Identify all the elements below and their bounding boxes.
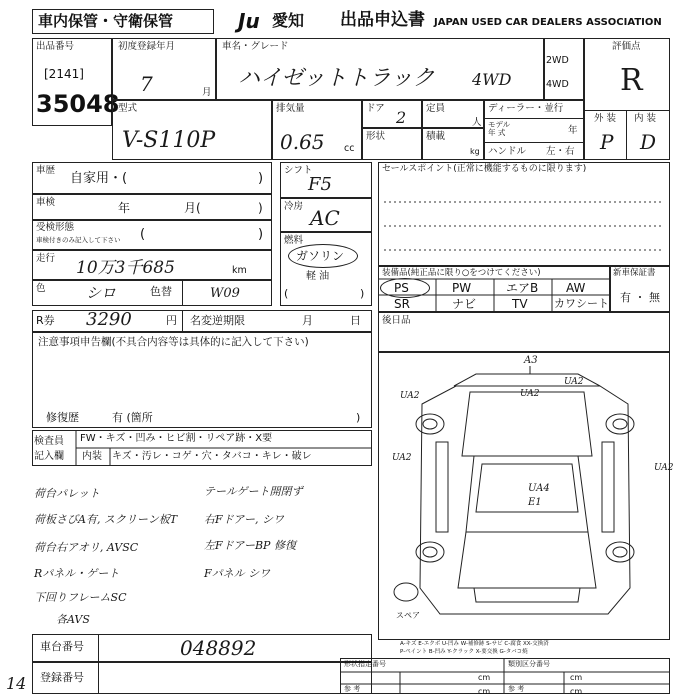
form-field-3: 参 考 <box>344 685 361 693</box>
unit-cm-4: cm <box>570 687 583 696</box>
note-3: 荷板さびA有, スクリーン板T <box>34 513 178 526</box>
form-title: 出品申込書 <box>340 10 425 30</box>
inspector-row2-label: 内装 <box>82 451 102 462</box>
capacity-label: 定員 <box>426 103 446 114</box>
fuel-value: ガソリン <box>296 249 345 263</box>
car-name-value: ハイゼットトラック <box>238 66 435 91</box>
equipment-navi: ナビ <box>452 297 477 311</box>
warranty-label: 新車保証書 <box>613 268 656 278</box>
inspection-close: ) <box>258 201 263 215</box>
equipment-sr: SR <box>394 297 410 311</box>
history-label: 車歴 <box>36 165 56 176</box>
drive-2wd: 2WD <box>546 55 569 66</box>
load-label: 積載 <box>426 131 446 142</box>
handle-options: 左・右 <box>546 146 575 157</box>
equipment-seat: カワシート <box>554 297 609 310</box>
mileage-unit: km <box>232 265 247 276</box>
repair-value: 有 (箇所 <box>112 411 153 424</box>
repair-label: 修復歴 <box>46 411 79 424</box>
note-5: 荷台右アオリ, AVSC <box>34 541 139 554</box>
unit-cm-3: cm <box>478 687 491 696</box>
legend-line-1: A-キズ E-エクボ U-凹み W-補修跡 S-サビ C-腐食 XX-交換済 <box>400 641 549 647</box>
mileage-label: 走行 <box>36 253 56 264</box>
recycle-divider <box>182 310 183 332</box>
form-field-2: 類別区分番号 <box>508 660 550 668</box>
color-code-value: W09 <box>210 286 240 301</box>
mark-center: UA4 E1 <box>528 483 550 508</box>
inspector-label: 検査員 記入欄 <box>34 436 64 462</box>
color-label: 色 <box>36 283 46 294</box>
dealer-line-2 <box>484 142 584 143</box>
doors-value: 2 <box>396 108 407 127</box>
equipment-pw: PW <box>452 281 472 295</box>
brand-region: 愛知 <box>272 11 305 30</box>
doors-label: ドア <box>366 103 385 114</box>
form-field-4: 参 考 <box>508 685 525 693</box>
lot-number: 35048 <box>36 90 120 118</box>
drive-box <box>544 38 584 100</box>
chassis-label: 車台番号 <box>40 640 84 653</box>
mark-right-top: UA2 <box>564 377 584 387</box>
note-7: Rパネル・ゲート <box>34 567 120 580</box>
dealer-label: ディーラー・並行 <box>488 103 564 114</box>
unit-cm-1: cm <box>478 673 491 682</box>
handle-label: ハンドル <box>488 146 527 157</box>
registration-divider <box>98 662 99 694</box>
storage-title: 車内保管・守衛保管 <box>38 12 174 30</box>
note-10: 各AVS <box>56 613 90 626</box>
car-drive-value: 4WD <box>472 70 512 89</box>
load-unit: kg <box>470 147 480 156</box>
note-2: テールゲート開閉ず <box>204 485 303 498</box>
recycle-unit: 円 <box>166 314 177 327</box>
sales-point-dotted-lines <box>378 162 670 266</box>
inspector-row2: キズ・汚レ・コゲ・穴・タバコ・キレ・破レ <box>112 451 312 462</box>
exterior-label: 外 装 <box>594 113 617 124</box>
dealer-line-1 <box>484 118 584 119</box>
fuel-label: 燃料 <box>284 235 304 246</box>
interior-label: 内 装 <box>634 113 657 124</box>
inspection-label: 車検 <box>36 197 56 208</box>
recycle-value: 3290 <box>86 309 132 330</box>
model-label: 型式 <box>118 103 138 114</box>
interior-value: D <box>640 130 657 154</box>
note-4: 右Fドアー, シワ <box>204 513 284 526</box>
inspection-box <box>32 194 272 220</box>
mileage-value: 10万3千685 <box>76 258 175 278</box>
history-close: ) <box>258 171 264 186</box>
mark-left: UA2 <box>400 391 420 401</box>
note-6: 左FドアーBP 修復 <box>204 539 296 552</box>
equipment-aw: AW <box>566 281 586 295</box>
warranty-options: 有 ・ 無 <box>620 291 660 304</box>
exterior-value: P <box>600 130 614 154</box>
aircon-value: AC <box>310 206 340 230</box>
rear-seat-box <box>378 312 670 352</box>
sales-point-label: セールスポイント(正常に機能するものに限ります) <box>382 164 587 174</box>
rating-label: 評価点 <box>612 41 641 52</box>
acceptance-open: ( <box>140 227 146 242</box>
association-name: JAPAN USED CAR DEALERS ASSOCIATION <box>434 17 662 28</box>
fuel-extra: 軽 油 <box>306 271 330 282</box>
period-label: 名変逆期限 <box>190 314 245 327</box>
mark-right-mid: UA2 <box>654 463 674 473</box>
fuel-paren-right: ) <box>360 287 365 300</box>
displacement-value: 0.65 <box>280 130 325 154</box>
acceptance-label: 受検形態 <box>36 222 75 233</box>
color-code-line <box>182 280 183 306</box>
acceptance-close: ) <box>258 227 264 242</box>
note-1: 荷台パレット <box>34 487 100 500</box>
fuel-paren-left: ( <box>284 287 289 300</box>
rating-divider <box>584 110 670 111</box>
legend-line-2: P-ペイント B-凹み Y-クラック X-要交換 G-タバコ焼 <box>400 649 528 655</box>
color-code-label: 色替 <box>150 285 172 298</box>
drive-4wd: 4WD <box>546 79 569 90</box>
repair-close: ) <box>356 411 361 424</box>
corner-mark: 14 <box>6 674 27 693</box>
registration-label: 登録番号 <box>40 671 84 684</box>
aircon-label: 冷房 <box>284 201 304 212</box>
lot-sub-number: [2141] <box>44 67 84 81</box>
mark-right-side: UA2 <box>392 453 412 463</box>
displacement-unit: cc <box>344 143 355 154</box>
form-field-1: 形状指定番号 <box>344 660 386 668</box>
chassis-value: 048892 <box>180 636 257 660</box>
inspection-year: 年 <box>118 201 131 215</box>
model-value: V-S110P <box>122 128 216 153</box>
unit-cm-2: cm <box>570 673 583 682</box>
displacement-label: 排気量 <box>276 103 305 114</box>
shape-label: 形状 <box>366 131 386 142</box>
form-fields-grid <box>340 658 670 694</box>
mark-top: A3 <box>524 355 538 366</box>
rating-mid-line <box>626 110 627 160</box>
inspector-row1: FW・キズ・凹み・ヒビ割・リペア跡・X要 <box>80 433 273 444</box>
car-name-label: 車名・グレード <box>222 41 289 52</box>
history-value: 自家用・( <box>70 171 128 186</box>
shift-value: F5 <box>308 174 332 195</box>
year-unit: 年 <box>568 125 578 136</box>
period-month: 月 <box>302 314 313 327</box>
model-year-label: モデル 年 式 <box>488 120 511 138</box>
first-reg-unit: 月 <box>202 87 212 98</box>
brand-logo: Ju <box>238 9 260 33</box>
equipment-grid <box>378 266 610 312</box>
color-value: シロ <box>86 284 117 302</box>
first-reg-value: 7 <box>140 72 153 96</box>
mark-hood: UA2 <box>520 389 540 399</box>
period-day: 日 <box>350 314 361 327</box>
first-reg-label: 初度登録年月 <box>118 41 176 52</box>
inspector-grid <box>32 430 372 466</box>
recycle-label: R券 <box>36 314 55 327</box>
rating-box <box>584 38 670 160</box>
shift-label: シフト <box>284 165 313 176</box>
equipment-airbag: エアB <box>506 281 539 295</box>
notes-label: 注意事項申告欄(不具合内容等は具体的に記入して下さい) <box>38 336 309 348</box>
rear-seat-label: 後日品 <box>382 315 411 326</box>
lot-label: 出品番号 <box>36 41 75 52</box>
note-8: Fパネル シワ <box>204 567 271 580</box>
history-box <box>32 162 272 194</box>
note-9: 下回りフレームSC <box>34 591 127 604</box>
rating-value: R <box>620 63 643 98</box>
spare-label: スペア <box>396 611 420 620</box>
chassis-divider <box>98 634 99 662</box>
capacity-unit: 人 <box>472 117 482 128</box>
acceptance-note: 車検付きのみ記入して下さい <box>36 236 121 244</box>
inspection-month: 月( <box>184 201 201 215</box>
equipment-tv: TV <box>512 297 528 311</box>
equipment-label: 装備品(純正品に限り○をつけてください) <box>382 268 541 278</box>
equipment-ps: PS <box>394 281 409 295</box>
